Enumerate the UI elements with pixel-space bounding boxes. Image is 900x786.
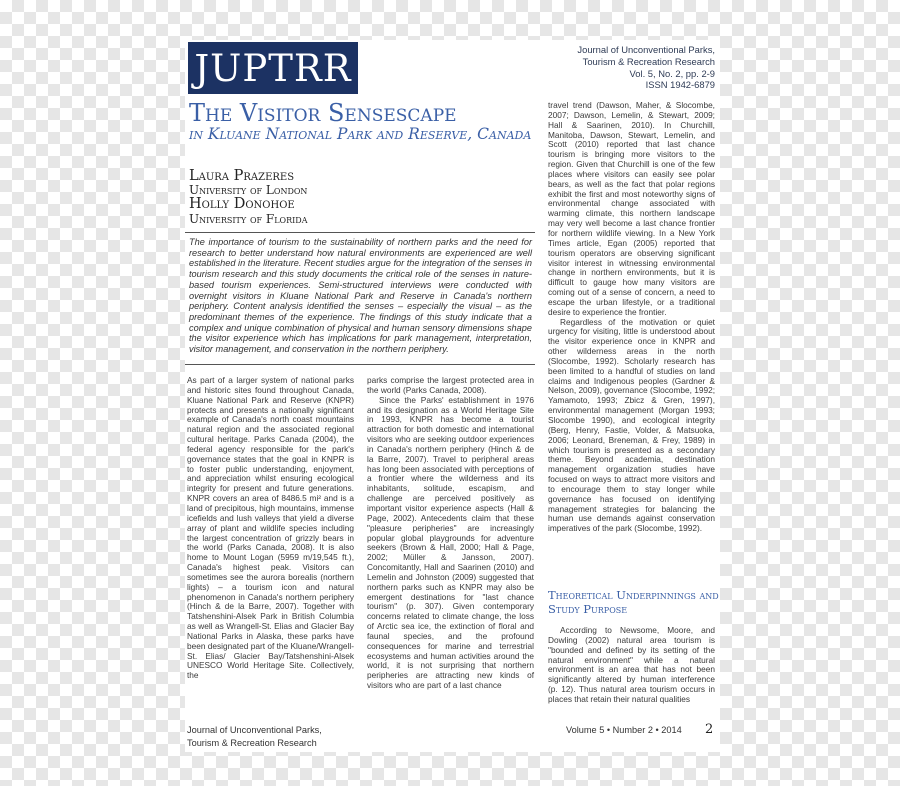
article-subtitle: in Kluane National Park and Reserve, Canada [189, 125, 532, 143]
body-column-2 [367, 376, 534, 691]
journal-info-issn: ISSN 1942-6879 [645, 79, 715, 91]
paragraph: parks comprise the largest protected area in the world (Parks Canada, 2008). [367, 375, 534, 395]
paragraph: Since the Parks' establishment in 1976 and its designation as a World Heritage Site in 1993, KNPR has become a tourist attraction for both domestic and international visitors who are seeking outdoor experiences in Canada's northern periphery (Hinch & de la Barre, 2007). Travel to peripheral areas has long been associated with perceptions of a frontier where the wilderness and its inhabitants, solitude, escapism, and challenge are perceived positively as important visitor experience aspects (Hall & Page, 2002). Antecedents claim that these "pleasure peripheries" are increasingly popular global playgrounds for adventure seekers (Brown & Hall, 2000; Hall & Page, 2002; Müller & Jansson, 2007). Concomitantly, Hall and Saarinen (2010) and Lemelin and Johnston (2009) suggested that northern parks such as KNPR may also be emergent destinations for "last chance tourism" (p. 307). Given contemporary concerns related to climate change, the loss of Arctic sea ice, the extinction of floral and faunal species, and the profound consequences for marine and terrestrial ecosystems and human activities around the world, it is not surprising that northern peripheries are attracting new kinds of visitors who are part of a last chance [367, 394, 534, 691]
paragraph: travel trend (Dawson, Maher, & Slocombe, 2007; Dawson, Lemelin, & Stewart, 2009; Hall & Saarinen, 2010). In Churchill, Manitoba, Dawson, Stewart, Lemelin, and Scott (2010) reported that last chance tourism is bringing more visitors to the region. Given that Churchill is one of the few places where visitors can easily see polar bears, as well as the fact that polar regions exhibit the first and most noteworthy signs of environmental change associated with warming climate, this northern landscape may very well become a last chance frontier for northern wildlife viewing. In a New York Times article, Egan (2005) reported that tourism operators are observing significant visitor interest in witnessing environmental change in northern environments, but it is difficult to gauge how many visitors are coming out of a sense of concern, a need to escape the urban lifestyle, or a traditional desire to experience the frontier. [548, 100, 715, 317]
footer-journal [187, 724, 322, 749]
author-affiliation: University of Florida [189, 212, 308, 226]
paragraph: As part of a larger system of national parks and historic sites found throughout Canada, Kluane National Park and Reserve (KNPR) protects and presents a nationally significant example of Canada's north coast mountains natural region and the associated regional cultural heritage. Parks Canada (2004), the federal agency responsible for the park's governance states that the goal in KNPR is to foster public understanding, enjoyment, and appreciation whilst ensuring ecological integrity for present and future generations. KNPR covers an area of 8486.5 mi² and is a land of precipitous, high mountains, immense icefields and lush valleys that yield a diverse array of plant and wildlife species including the largest concentration of grizzly bears in the world (Parks Canada, 2008). It is also home to Mount Logan (5959 m/19,545 ft.), Canada's highest peak. Visitors can sometimes see the aurora borealis (northern lights) – a tourism icon and natural phenomenon in Canada's northern periphery (Hinch & de la Barre, 2007). Together with Tatshenshini-Alsek Park in British Columbia as well as Wrangell-St. Elias and Glacier Bay National Parks in Alaska, these parks have been designated part of the Kluane/Wrangell-St. Elias/ Glacier Bay/Tatshenshini-Alsek UNESCO World Heritage Site. Collectively, the [187, 375, 354, 681]
journal-info-line: Tourism & Recreation Research [582, 55, 715, 67]
page-number: 2 [705, 722, 714, 737]
abstract-top-rule [185, 232, 535, 233]
paragraph: Regardless of the motivation or quiet urgency for visiting, little is understood about the visitor experience once in KNPR and other wilderness areas in the north (Slocombe, 1992). Scholarly research has been limited to a handful of studies on land claims and Indigenous peoples (Gardner & Nelson, 2009), governance (Slocombe, 1992; Yamamoto, 1993; Zbicz & Gren, 1997), environmental management (Morgan 1993; Slocombe 1990), and ecological integrity (Berg, Henry, Fastie, Volder, & Matsuoka, 2006; Leonard, Breneman, & Frey, 1989) in which tourism is presented as a secondary theme. Beyond academia, destination management organization studies have focused on ways to attract more visitors and to encourage them to stay longer while governance has focused on identifying management strategies for balancing the human use demands against conservation imperatives of the park (Slocombe, 1992). [548, 316, 715, 534]
author-affiliation: University of London [189, 183, 308, 197]
body-column-1 [187, 376, 354, 681]
footer-line: Journal of Unconventional Parks, [187, 725, 322, 735]
abstract-bottom-rule [185, 364, 535, 365]
section-heading: Theoretical Underpinnings and Study Purpose [548, 588, 719, 616]
author-name: Laura Prazeres [189, 168, 295, 184]
article-title: The Visitor Sensescape [189, 99, 457, 127]
footer-volume: Volume 5 • Number 2 • 2014 [566, 725, 682, 735]
journal-logo [188, 42, 358, 94]
paragraph: According to Newsome, Moore, and Dowling (2002) natural area tourism is "bounded and defined by its setting of the natural environment" while a natural environment is an area that has not been significantly altered by human interference (p. 12). Thus natural area tourism occurs in places that retain their natural qualities [548, 625, 715, 704]
journal-info-volume: Vol. 5, No. 2, pp. 2-9 [629, 67, 715, 79]
footer-line: Tourism & Recreation Research [187, 737, 317, 748]
journal-info-line: Journal of Unconventional Parks, [577, 44, 715, 55]
body-column-3-continued [548, 626, 715, 705]
body-column-3 [548, 101, 715, 534]
author-name: Holly Donohoe [189, 196, 295, 212]
abstract: The importance of tourism to the sustainability of northern parks and the need for research to better understand how natural environments are experienced are well established in the literature. Recent studies argue for the integration of the senses in tourism research and this study documents the critical role of the senses in nature-based tourism experiences. Semi-structured interviews were conducted with overnight visitors in Kluane National Park and Reserve in Canada's northern periphery. Content analysis identified the senses – especially the visual – as the predominant themes of the experience. The findings of this study indicate that a complex and unique combination of physical and human sensory dimensions shape the visitor experience which has implications for park management, interpretation, visitor management, and conservation in the northern periphery. [189, 237, 532, 355]
journal-logo-text: JUPTRR [194, 46, 352, 90]
journal-info [530, 44, 715, 91]
